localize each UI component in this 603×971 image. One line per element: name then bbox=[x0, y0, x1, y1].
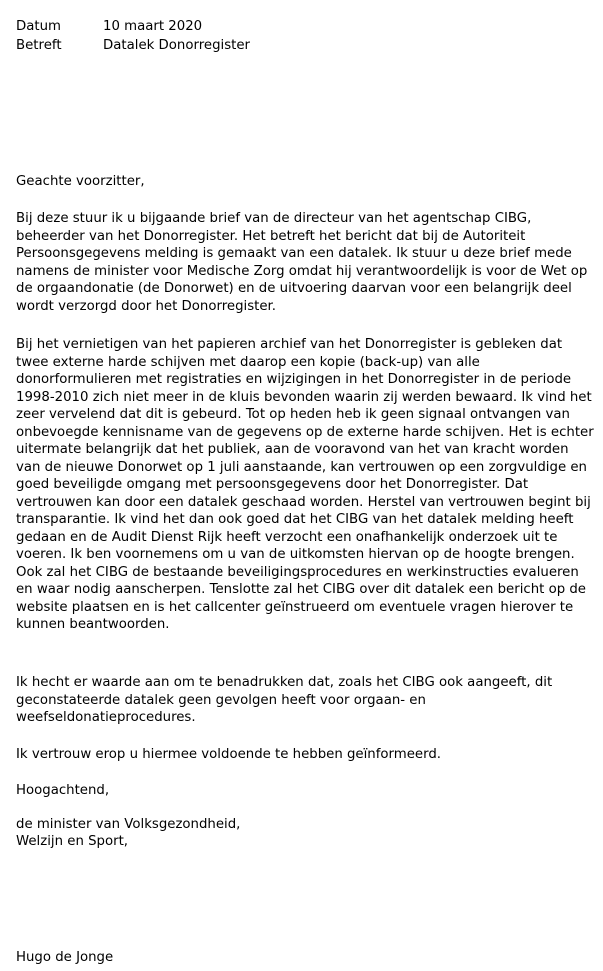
signatory-line-2: Welzijn en Sport, bbox=[16, 834, 129, 849]
salutation: Geachte voorzitter, bbox=[16, 174, 145, 189]
closing: Hoogachtend, bbox=[16, 783, 110, 798]
date-label: Datum bbox=[16, 19, 61, 34]
paragraph-datalek bbox=[16, 336, 596, 634]
subject-value: Datalek Donorregister bbox=[103, 38, 250, 53]
paragraph-text: Ik vertrouw erop u hiermee voldoende te hebben geïnformeerd. bbox=[16, 747, 441, 762]
paragraph-informed bbox=[16, 746, 596, 764]
paragraph-consequences bbox=[16, 674, 596, 727]
signatory-line-1: de minister van Volksgezondheid, bbox=[16, 817, 241, 832]
date-value: 10 maart 2020 bbox=[103, 19, 203, 34]
paragraph-intro bbox=[16, 210, 596, 315]
signature-name: Hugo de Jonge bbox=[16, 950, 114, 965]
paragraph-text: Bij deze stuur ik u bijgaande brief van de directeur van het agentschap CIBG, beheerder van het Donorregister. Het betreft het bericht dat bij de Autoriteit Persoonsgegevens melding is gemaakt van een datalek. Ik stuur u deze brief mede namens de minister voor Medische Zorg omdat hij verantwoordelijk is voor de Wet op de orgaandonatie (de Donorwet) en de uitvoering daarvan voor een belangrijk deel wordt verzorgd door het Donorregister. bbox=[16, 211, 588, 314]
paragraph-text: Bij het vernietigen van het papieren archief van het Donorregister is gebleken dat twee externe harde schijven met daarop een kopie (back-up) van alle donorformulieren met registraties en wijzigingen in het Donorregister in de periode 1998-2010 zich niet meer in de kluis bevonden waarin zij werden bewaard. Ik vind het zeer vervelend dat dit is gebeurd. Tot op heden heb ik geen signaal ontvangen van onbevoegde kennisname van de gegevens op de externe harde schijven. Het is echter uitermate belangrijk dat het publiek, aan de vooravond van het van kracht worden van de nieuwe Donorwet op 1 juli aanstaande, kan vertrouwen op een zorgvuldige en goed beveiligde omgang met persoonsgegevens door het Donorregister. Dat vertrouwen kan door een datalek geschaad worden. Herstel van vertrouwen begint bij transparantie. Ik vind het dan ook goed dat het CIBG van het datalek melding heeft gedaan en de Audit Dienst Rijk heeft verzocht een onafhankelijk onderzoek uit te voeren. Ik ben voornemens om u van de uitkomsten hiervan op de hoogte brengen. Ook zal het CIBG de bestaande beveiligingsprocedures en werkinstructies evalueren en waar nodig aanscherpen. Tenslotte zal het CIBG over dit datalek een bericht op de website plaatsen en is het callcenter geïnstrueerd om eventuele vragen hierover te kunnen beantwoorden. bbox=[16, 337, 594, 632]
paragraph-text: Ik hecht er waarde aan om te benadrukken dat, zoals het CIBG ook aangeeft, dit geconstateerde datalek geen gevolgen heeft voor orgaan- en weefseldonatieprocedures. bbox=[16, 675, 553, 725]
subject-label: Betreft bbox=[16, 38, 62, 53]
